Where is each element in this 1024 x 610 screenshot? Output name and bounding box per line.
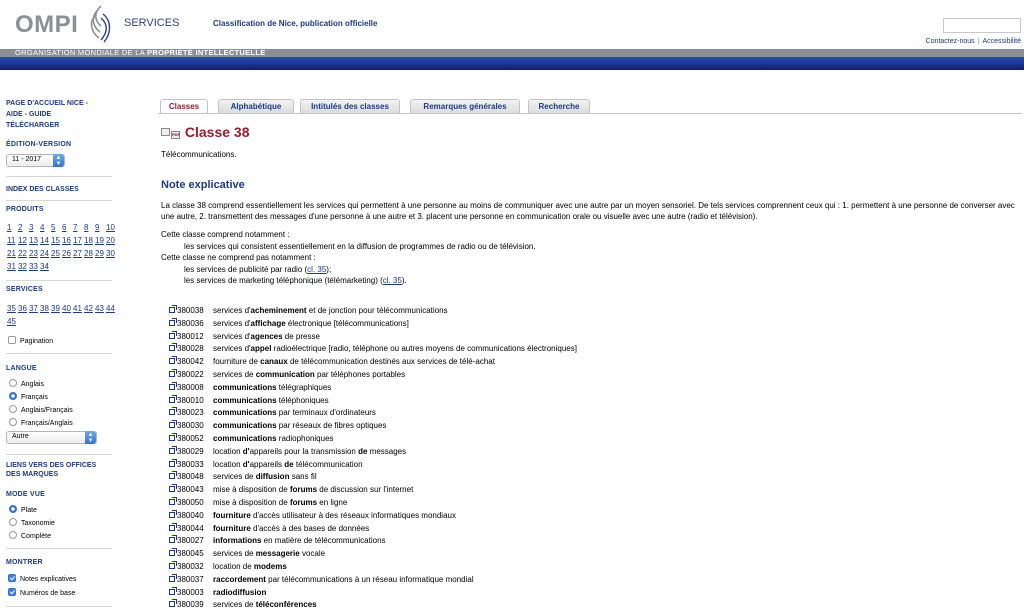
view-title: MODE VUE — [6, 491, 45, 498]
class-link[interactable]: 24 — [40, 249, 49, 258]
header-title[interactable]: Classification de Nice, publication officielle — [213, 19, 378, 28]
language-option[interactable] — [9, 405, 73, 416]
item-keyword: communications — [213, 408, 277, 418]
base-number[interactable]: 380036 — [177, 318, 204, 328]
show-title: MONTRER — [6, 559, 43, 566]
external-link-icon[interactable] — [169, 409, 175, 415]
accessibility-link[interactable]: Accessibilité — [982, 38, 1021, 45]
show-numbers-checkbox[interactable] — [8, 588, 16, 596]
class-35-link[interactable]: cl. 35 — [307, 264, 327, 274]
external-link-icon[interactable] — [169, 422, 175, 428]
class-link[interactable]: 38 — [40, 304, 49, 313]
other-language-value: Autre — [12, 433, 29, 440]
class-link[interactable]: 19 — [95, 236, 104, 245]
base-number[interactable]: 380029 — [177, 446, 204, 456]
language-option[interactable] — [9, 418, 73, 429]
class-link[interactable]: 16 — [62, 236, 71, 245]
item-text-post: par télécommunications à un réseau informatique mondial — [265, 574, 474, 584]
external-link-icon[interactable] — [169, 358, 175, 364]
class-link[interactable]: 18 — [84, 236, 93, 245]
item-text-pre: services de — [213, 369, 256, 379]
class-link[interactable]: 2 — [18, 223, 23, 232]
external-link-icon[interactable] — [169, 320, 175, 326]
header-links — [926, 38, 1021, 45]
item-text-post: par réseaux de fibres optiques — [276, 421, 387, 431]
list-item — [169, 523, 577, 536]
item-text-pre: location de — [213, 561, 254, 571]
base-number[interactable]: 380038 — [177, 306, 204, 315]
class-link[interactable]: 35 — [7, 304, 16, 313]
class-link[interactable]: 34 — [40, 262, 49, 271]
external-link-icon[interactable] — [169, 589, 175, 595]
page-header — [0, 0, 1024, 70]
item-text-post: messages — [367, 446, 407, 456]
item-text-post: téléphoniques — [276, 395, 329, 405]
edition-select[interactable] — [6, 154, 65, 167]
class-link[interactable]: 10 — [106, 223, 115, 232]
class-link[interactable]: 32 — [18, 262, 27, 271]
list-item — [169, 446, 577, 459]
base-number[interactable]: 380022 — [177, 369, 204, 379]
select-arrows-icon: ▲ ▼ — [53, 154, 64, 167]
item-text-post: d'accès utilisateur à des réseaux informatiques mondiaux — [250, 510, 456, 520]
class-link[interactable]: 13 — [29, 236, 38, 245]
class-link[interactable]: 27 — [73, 249, 82, 258]
external-link-icon[interactable] — [169, 473, 175, 479]
language-radio[interactable] — [9, 379, 17, 387]
services-grid — [7, 302, 118, 328]
main-content — [158, 96, 1024, 610]
list-item — [169, 497, 577, 510]
class-link[interactable]: 37 — [29, 304, 38, 313]
item-text-post: vocale — [299, 549, 326, 559]
class-link[interactable]: 25 — [51, 249, 60, 258]
external-link-icon[interactable] — [169, 537, 175, 543]
list-item — [169, 484, 577, 497]
external-link-icon[interactable] — [169, 397, 175, 403]
item-text-post: radiophoniques — [276, 433, 334, 443]
base-number[interactable]: 380027 — [177, 536, 204, 546]
divider — [6, 176, 112, 177]
base-number[interactable]: 380008 — [177, 382, 204, 392]
item-text-post: par téléphones portables — [314, 369, 406, 379]
excludes-item-end: ); — [326, 264, 332, 274]
item-text-pre: services d' — [213, 344, 251, 354]
list-item — [169, 510, 577, 523]
class-link[interactable]: 14 — [40, 236, 49, 245]
note-title: Note explicative — [161, 179, 245, 191]
base-number[interactable]: 380039 — [177, 600, 204, 610]
item-keyword: communications — [213, 433, 277, 443]
class-link[interactable]: 5 — [51, 223, 56, 232]
goods-services-list — [169, 305, 577, 610]
item-text-post: télégraphiques — [276, 382, 332, 392]
item-keyword: de — [358, 446, 368, 456]
list-item — [169, 574, 577, 587]
list-item — [169, 587, 577, 600]
class-link[interactable]: 6 — [62, 223, 67, 232]
class-index-link[interactable]: INDEX DES CLASSES — [6, 186, 79, 193]
class-link[interactable]: 12 — [18, 236, 27, 245]
class-link[interactable]: 22 — [18, 249, 27, 258]
list-item — [169, 420, 577, 433]
list-item — [169, 382, 577, 395]
class-link[interactable]: 41 — [73, 304, 82, 313]
item-text-pre: location — [213, 459, 243, 469]
item-keyword: d' — [242, 459, 250, 469]
item-text-post: de télécommunication destinés aux services de télé-achat — [287, 357, 495, 367]
products-row — [7, 260, 118, 273]
base-number[interactable]: 380033 — [177, 459, 204, 469]
item-text-post: appareils pour la transmission — [249, 446, 359, 456]
list-item — [169, 535, 577, 548]
class-heading — [161, 124, 250, 140]
list-item — [169, 369, 577, 382]
base-number[interactable]: 380010 — [177, 395, 204, 405]
list-item — [169, 561, 577, 574]
divider — [6, 548, 112, 549]
external-link-icon[interactable] — [169, 486, 175, 492]
base-number[interactable]: 380044 — [177, 523, 204, 533]
class-link[interactable]: 17 — [73, 236, 82, 245]
view-option[interactable] — [9, 531, 51, 542]
external-link-icon[interactable] — [169, 345, 175, 351]
view-radio[interactable] — [9, 518, 17, 526]
products-row — [7, 247, 118, 260]
services-row — [7, 315, 118, 328]
item-keyword: d' — [242, 446, 250, 456]
excludes-intro: Cette classe ne comprend pas notamment : — [161, 253, 316, 262]
external-link-icon[interactable] — [169, 550, 175, 556]
view-option[interactable] — [9, 505, 37, 516]
pagination-label: Pagination — [20, 338, 54, 345]
products-grid — [7, 221, 118, 273]
services-label[interactable]: SERVICES — [124, 17, 180, 29]
list-item — [169, 471, 577, 484]
blue-band — [0, 57, 1024, 70]
language-title: LANGUE — [6, 365, 37, 372]
class-link[interactable]: 43 — [95, 304, 104, 313]
includes-excludes — [161, 229, 536, 287]
item-text-post: télécommunication — [293, 459, 363, 469]
class-35-link[interactable]: cl. 35 — [382, 276, 402, 285]
item-keyword: messagerie — [255, 549, 300, 559]
item-keyword: communication — [255, 369, 315, 379]
class-link[interactable]: 7 — [73, 223, 78, 232]
tab-bar — [160, 99, 1022, 113]
external-link-icon[interactable] — [169, 435, 175, 441]
list-item — [169, 459, 577, 472]
external-link-icon[interactable] — [169, 499, 175, 505]
class-link[interactable]: 3 — [29, 223, 34, 232]
list-item — [169, 433, 577, 446]
item-keyword: affichage — [250, 318, 286, 328]
org-name-prefix: ORGANISATION MONDIALE DE LA — [15, 48, 148, 57]
item-keyword: forums — [289, 497, 318, 507]
show-notes-checkbox[interactable] — [8, 574, 16, 582]
excludes-item-end: ). — [401, 276, 407, 285]
tab-remarques[interactable]: Remarques générales — [410, 99, 520, 113]
external-link-icon[interactable] — [169, 461, 175, 467]
divider — [6, 200, 112, 201]
language-label: Français/Anglais — [21, 420, 73, 427]
item-text-pre: services de — [213, 549, 256, 559]
base-number[interactable]: 380048 — [177, 472, 204, 482]
class-link[interactable]: 15 — [51, 236, 60, 245]
base-number[interactable]: 380042 — [177, 357, 204, 367]
view-label: Plate — [21, 507, 37, 514]
divider — [6, 280, 112, 281]
base-number[interactable]: 380023 — [177, 408, 204, 418]
pdf-icon[interactable]: PDF — [172, 132, 180, 137]
base-number[interactable]: 380037 — [177, 574, 204, 584]
base-number[interactable]: 380032 — [177, 561, 204, 571]
external-link-icon[interactable] — [169, 384, 175, 390]
base-number[interactable]: 380028 — [177, 344, 204, 354]
show-notes-option[interactable] — [8, 574, 76, 585]
item-text-pre: services d' — [213, 306, 251, 315]
includes-item: les services qui consistent essentiellement en la diffusion de programmes de radio ou de télévision. — [184, 241, 536, 251]
item-text-post: d'accès à des bases de données — [250, 523, 370, 533]
tab-intitules[interactable]: Intitulés des classes — [300, 99, 400, 113]
list-item — [169, 343, 577, 356]
item-text-post: sans fil — [289, 472, 317, 482]
base-number[interactable]: 380012 — [177, 331, 204, 341]
tab-underline — [158, 113, 1022, 114]
products-title: PRODUITS — [6, 206, 44, 213]
view-radio-selected[interactable] — [9, 505, 17, 513]
item-text-post: en ligne — [317, 497, 348, 507]
show-numbers-option[interactable] — [8, 588, 75, 599]
class-link[interactable]: 36 — [18, 304, 27, 313]
class-link[interactable]: 31 — [7, 262, 16, 271]
divider — [6, 454, 112, 455]
item-text-post: par terminaux d'ordinateurs — [276, 408, 376, 418]
external-link-icon[interactable] — [169, 371, 175, 377]
services-row — [7, 302, 118, 315]
tab-classes[interactable]: Classes — [160, 99, 208, 114]
class-link[interactable]: 11 — [7, 236, 16, 245]
base-number[interactable]: 380052 — [177, 433, 204, 443]
base-number[interactable]: 380050 — [177, 497, 204, 507]
external-link-icon[interactable] — [169, 448, 175, 454]
class-link[interactable]: 42 — [84, 304, 93, 313]
note-text: La classe 38 comprend essentiellement les services qui permettent à une personne au moins de communiquer avec une autre par un moyen sensoriel. De tels services comprennent ceux qui : 1. permettent à une personne de converser avec une autre, 2. transmettent des messages d'une personne à une autre et 3. placent une personne en communication orale ou visuelle avec une autre (radio et télévision). — [161, 201, 1015, 221]
item-text-post: de discussion sur l'internet — [317, 485, 414, 495]
wipo-emblem-icon — [88, 4, 114, 44]
class-link[interactable]: 9 — [95, 223, 100, 232]
item-text-pre: mise à disposition de — [213, 485, 290, 495]
view-option[interactable] — [9, 518, 55, 529]
external-link-icon[interactable] — [169, 307, 175, 313]
item-text-post: en matière de télécommunications — [261, 536, 386, 546]
class-link[interactable]: 40 — [62, 304, 71, 313]
excludes-item — [161, 275, 536, 287]
language-label: Français — [21, 394, 48, 401]
contact-link[interactable]: Contactez-nous — [925, 38, 975, 45]
edition-value: 11 - 2017 — [12, 156, 42, 163]
external-link-icon[interactable] — [169, 512, 175, 518]
external-link-icon[interactable] — [169, 525, 175, 531]
item-text-pre: services d' — [213, 318, 251, 328]
print-icon[interactable] — [161, 128, 170, 136]
item-keyword: canaux — [260, 357, 288, 367]
external-link-icon[interactable] — [169, 333, 175, 339]
language-label: Anglais — [21, 381, 44, 388]
excludes-item — [161, 264, 536, 276]
item-text-pre: location — [213, 446, 243, 456]
products-row — [7, 221, 118, 234]
show-numbers-label: Numéros de base — [20, 590, 76, 597]
list-item — [169, 331, 577, 344]
item-text-post: et de jonction pour télécommunications — [306, 306, 448, 315]
item-text-pre: fourniture de — [213, 357, 261, 367]
item-keyword: communications — [213, 382, 277, 392]
list-item — [169, 548, 577, 561]
offices-link-line2[interactable]: DES MARQUES — [6, 471, 59, 478]
item-keyword: radiodiffusion — [213, 587, 267, 597]
base-number[interactable]: 380045 — [177, 549, 204, 559]
edition-title: ÉDITION-VERSION — [6, 141, 72, 148]
item-text-post: appareils — [249, 459, 285, 469]
divider — [6, 353, 112, 354]
view-label: Complète — [21, 533, 51, 540]
view-radio[interactable] — [9, 531, 17, 539]
base-number[interactable]: 380030 — [177, 421, 204, 431]
view-label: Taxonomie — [21, 520, 55, 527]
item-keyword: informations — [213, 536, 262, 546]
class-link[interactable]: 44 — [106, 304, 115, 313]
select-arrows-icon: ▲ ▼ — [85, 431, 96, 444]
item-keyword: de — [284, 459, 294, 469]
list-item — [169, 356, 577, 369]
language-option[interactable] — [9, 379, 44, 390]
class-link[interactable]: 20 — [106, 236, 115, 245]
excludes-item-text: les services de publicité par radio ( — [184, 264, 308, 274]
item-keyword: modems — [253, 561, 287, 571]
item-text-post: radioélectrique [radio, téléphone ou autres moyens de communications électroniques] — [271, 344, 577, 354]
item-keyword: fourniture — [213, 523, 251, 533]
search-input[interactable] — [943, 18, 1021, 33]
pagination-option[interactable] — [8, 336, 53, 347]
products-row — [7, 234, 118, 247]
language-radio[interactable] — [9, 405, 17, 413]
item-text-pre: services de — [213, 472, 256, 482]
item-keyword: diffusion — [255, 472, 290, 482]
excludes-item-text: les services de marketing téléphonique (télémarketing) ( — [184, 276, 383, 285]
pagination-checkbox[interactable] — [8, 336, 16, 344]
base-number[interactable]: 380040 — [177, 510, 204, 520]
org-name-bold: PROPRIÉTÉ INTELLECTUELLE — [147, 48, 266, 57]
item-keyword: communications — [213, 395, 277, 405]
language-radio-selected[interactable] — [9, 392, 17, 400]
class-link[interactable]: 8 — [84, 223, 89, 232]
services-title: SERVICES — [6, 286, 43, 293]
list-item — [169, 395, 577, 408]
class-subtitle: Télécommunications. — [161, 150, 237, 159]
external-link-icon[interactable] — [169, 563, 175, 569]
item-text-pre: mise à disposition de — [213, 497, 290, 507]
class-link[interactable]: 26 — [62, 249, 71, 258]
guide-link[interactable]: AIDE - GUIDE — [6, 111, 52, 118]
class-link[interactable]: 4 — [40, 223, 45, 232]
language-radio[interactable] — [9, 418, 17, 426]
class-link[interactable]: 28 — [84, 249, 93, 258]
class-link[interactable]: 30 — [106, 249, 115, 258]
item-text-post: de presse — [282, 331, 320, 341]
divider — [6, 606, 112, 607]
other-language-select[interactable] — [6, 431, 97, 444]
external-link-icon[interactable] — [169, 601, 175, 607]
item-keyword: raccordement — [213, 574, 266, 584]
ompi-logo[interactable]: OMPI — [15, 11, 79, 38]
list-item — [169, 318, 577, 331]
item-text-pre: services de — [213, 600, 256, 610]
item-keyword: agences — [250, 331, 283, 341]
item-keyword: appel — [250, 344, 272, 354]
link-separator: | — [977, 38, 980, 45]
base-number[interactable]: 380003 — [177, 587, 204, 597]
item-keyword: téléconférences — [255, 600, 317, 610]
class-link[interactable]: 33 — [29, 262, 38, 271]
offices-link[interactable]: LIENS VERS DES OFFICES — [6, 462, 97, 469]
item-text-post: électronique [télécommunications] — [285, 318, 409, 328]
base-number[interactable]: 380043 — [177, 485, 204, 495]
list-item — [169, 599, 577, 610]
nice-home-link[interactable]: PAGE D'ACCUEIL NICE - — [6, 100, 88, 107]
class-link[interactable]: 23 — [29, 249, 38, 258]
list-item — [169, 305, 577, 318]
includes-intro: Cette classe comprend notamment : — [161, 230, 290, 239]
sidebar — [0, 70, 140, 610]
list-item — [169, 407, 577, 420]
class-link[interactable]: 45 — [7, 317, 16, 326]
external-link-icon[interactable] — [169, 576, 175, 582]
class-link[interactable]: 29 — [95, 249, 104, 258]
class-title: Classe 38 — [184, 124, 250, 140]
class-link[interactable]: 21 — [7, 249, 16, 258]
item-keyword: fourniture — [213, 510, 251, 520]
item-keyword: communications — [213, 421, 277, 431]
class-link[interactable]: 1 — [7, 223, 12, 232]
item-keyword: acheminement — [250, 306, 307, 315]
tab-recherche[interactable]: Recherche — [528, 99, 590, 113]
language-option[interactable] — [9, 392, 48, 403]
tab-alphabetique[interactable]: Alphabétique — [218, 99, 294, 113]
show-notes-label: Notes explicatives — [20, 576, 77, 583]
item-keyword: forums — [289, 485, 318, 495]
language-label: Anglais/Français — [21, 407, 73, 414]
organization-band — [0, 49, 1024, 57]
download-link[interactable]: TÉLÉCHARGER — [6, 122, 60, 129]
item-text-pre: services d' — [213, 331, 251, 341]
class-link[interactable]: 39 — [51, 304, 60, 313]
